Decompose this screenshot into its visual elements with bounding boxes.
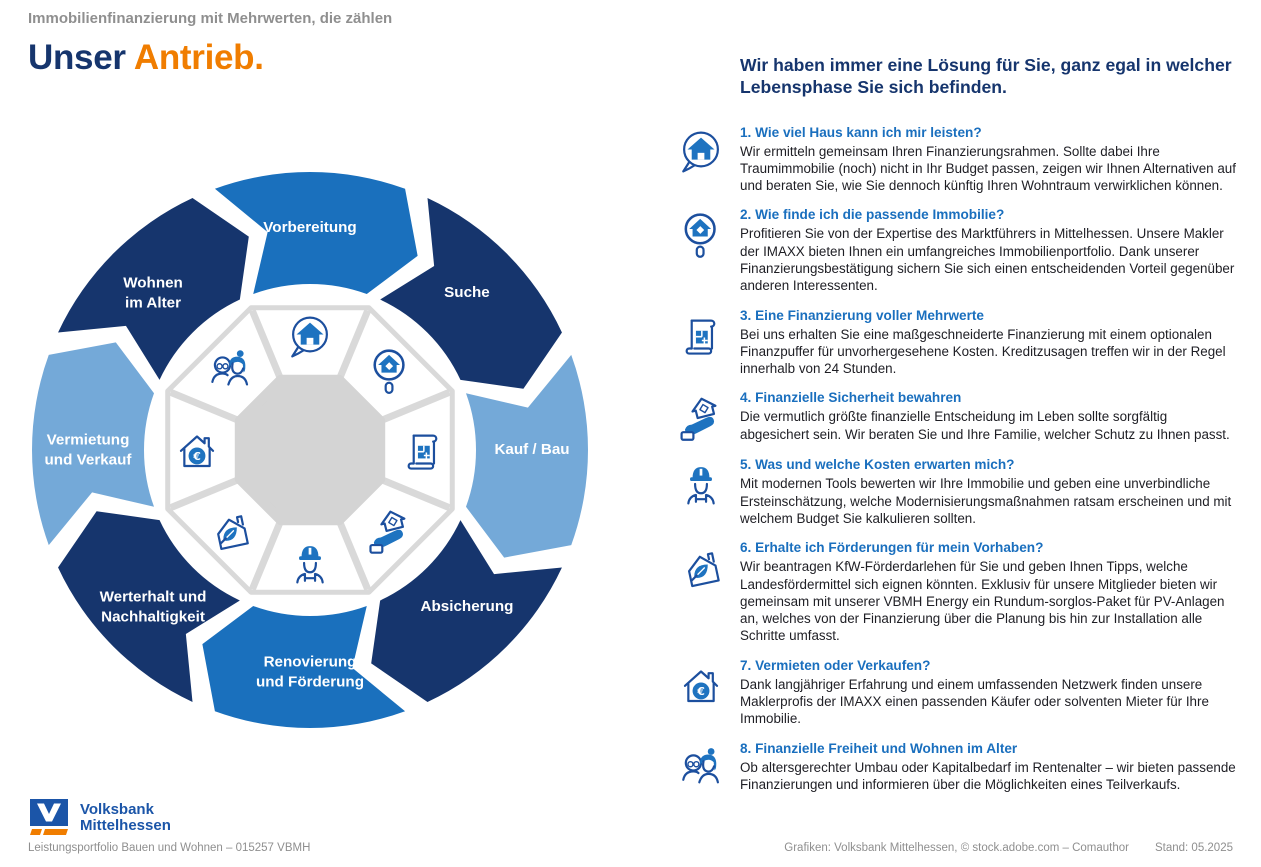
couple-icon — [662, 741, 740, 795]
lifecycle-wheel-diagram — [0, 140, 620, 760]
solution-item — [662, 540, 1240, 644]
plan-scroll-icon — [662, 308, 740, 362]
solutions-column — [662, 55, 1240, 808]
volksbank-logo — [30, 799, 171, 837]
wheel-segment — [466, 355, 588, 558]
magnifier-house-icon — [662, 207, 740, 261]
volksbank-logo-mark — [30, 799, 70, 837]
wheel-center — [240, 380, 380, 520]
solution-item-text: Mit modernen Tools bewerten wir Ihre Immobilie und geben eine unverbindliche Ersteinschätzung, welche Modernisierungsmaßnahmen ratsam erscheinen und mit welchem Budget Sie kalkulieren sollten. — [740, 476, 1232, 526]
solution-item-text: Wir ermitteln gemeinsam Ihren Finanzierungsrahmen. Sollte dabei Ihre Traumimmobilie (noch) nicht in Ihr Budget passen, zeigen wir Ihnen Alternativen auf und beraten Sie, wie Sie dennoch künftig Ihren Wohntraum verwirklichen können. — [740, 143, 1236, 194]
page-title-primary: Unser — [28, 38, 126, 77]
page-title — [28, 38, 264, 78]
solution-item — [662, 390, 1240, 444]
wheel-segment-label: Vorbereitung — [263, 219, 357, 237]
solution-item-title: 7. Vermieten oder Verkaufen? — [740, 657, 931, 673]
leaf-house-icon — [662, 540, 740, 594]
solution-item — [662, 741, 1240, 795]
solutions-list — [662, 125, 1240, 795]
footer-credits: Grafiken: Volksbank Mittelhessen, © stock.adobe.com – Comauthor — [784, 842, 1129, 854]
volksbank-logo-text — [80, 799, 171, 834]
wheel-segment-label: Kauf / Bau — [494, 441, 570, 459]
solution-item — [662, 658, 1240, 728]
intro-heading: Wir haben immer eine Lösung für Sie, ganz egal in welcher Lebensphase Sie sich befinden. — [740, 55, 1232, 97]
logo-line2: Mittelhessen — [80, 816, 171, 834]
house-bubble-icon — [662, 125, 740, 179]
euro-house-icon — [662, 658, 740, 712]
solution-item-title: 8. Finanzielle Freiheit und Wohnen im Alter — [740, 740, 1018, 756]
footer-right-text — [784, 842, 1233, 854]
solution-item-title: 3. Eine Finanzierung voller Mehrwerte — [740, 307, 984, 323]
wheel-segment-label: Vermietung und Verkauf — [44, 431, 132, 468]
wheel-segment-label: Wohnen im Alter — [123, 274, 183, 312]
solution-item — [662, 207, 1240, 294]
solution-item-body — [740, 540, 1240, 644]
solution-item-body — [740, 390, 1240, 443]
wheel-graphic — [0, 140, 620, 760]
wheel-segment-label: Suche — [444, 284, 490, 302]
solution-item-body — [740, 207, 1240, 294]
solution-item-text: Die vermutlich größte finanzielle Entscheidung im Leben sollte sorgfältig abgesichert sein. Wir beraten Sie und Ihre Familie, welcher Schutz zu Ihnen passt. — [740, 409, 1230, 442]
solution-item-text: Dank langjähriger Erfahrung und einem umfassenden Netzwerk finden unsere Maklerprofis der IMAXX einen passenden Käufer oder solventen Mieter für Ihre Immobilie. — [740, 676, 1209, 727]
solution-item-text: Wir beantragen KfW-Förderdarlehen für Sie und geben Ihnen Tipps, welche Landesfördermittel sich eignen könnten. Exklusiv für unsere Mitglieder bieten wir gemeinsam mit unserer VBMH Energy ein Rundum-sorglos-Paket für PV-Anlagen an, welches von der Finanzierung über die Planung bis hin zur Installation alle Schritte umfasst. — [740, 559, 1225, 644]
eyebrow-text: Immobilienfinanzierung mit Mehrwerten, die zählen — [28, 10, 393, 27]
wheel-segment-label: Werterhalt und Nachhaltigkeit — [99, 588, 207, 625]
solution-item-text: Profitieren Sie von der Expertise des Marktführers in Mittelhessen. Unsere Makler der IMAXX bieten Ihnen ein umfangreiches Immobilienportfolio. Dank unserer Finanzierungsbestätigung sichern Sie sich einen entscheidenden Vorteil gegenüber anderen Interessenten. — [740, 226, 1235, 294]
hand-house-icon — [662, 390, 740, 444]
solution-item-title: 5. Was und welche Kosten erwarten mich? — [740, 457, 1015, 473]
wheel-segment-label: Absicherung — [420, 598, 514, 616]
solution-item — [662, 457, 1240, 527]
page-title-accent: Antrieb. — [133, 38, 264, 77]
solution-item-body — [740, 457, 1240, 527]
solution-item-title: 1. Wie viel Haus kann ich mir leisten? — [740, 124, 982, 140]
wheel-segment — [202, 606, 405, 728]
logo-line1: Volksbank — [80, 801, 154, 818]
solution-item-title: 6. Erhalte ich Förderungen für mein Vorhaben? — [740, 540, 1044, 556]
footer-left-text: Leistungsportfolio Bauen und Wohnen – 015257 VBMH — [28, 842, 311, 854]
solution-item-body — [740, 125, 1240, 195]
wheel-segment-label: Renovierung und Förderung — [256, 653, 364, 690]
solution-item-body — [740, 741, 1240, 794]
solution-item-body — [740, 308, 1240, 378]
solution-item-title: 4. Finanzielle Sicherheit bewahren — [740, 390, 962, 406]
solution-item — [662, 308, 1240, 378]
worker-icon — [662, 457, 740, 511]
solution-item — [662, 125, 1240, 195]
wheel-segment — [32, 342, 154, 545]
solution-item-text: Ob altersgerechter Umbau oder Kapitalbedarf im Rentenalter – wir bieten passende Finanzierungen und informieren über die Möglichkeiten eines Teilverkaufs. — [740, 759, 1236, 792]
solution-item-body — [740, 658, 1240, 728]
solution-item-text: Bei uns erhalten Sie eine maßgeschneiderte Finanzierung mit einem optionalen Finanzpuffer für unvorhergesehene Kosten. Kreditzusagen treffen wir in der Regel innerhalb von 24 Stunden. — [740, 326, 1226, 377]
footer-stand: Stand: 05.2025 — [1154, 842, 1233, 854]
wheel-segment — [215, 172, 418, 294]
solution-item-title: 2. Wie finde ich die passende Immobilie? — [740, 207, 1005, 223]
